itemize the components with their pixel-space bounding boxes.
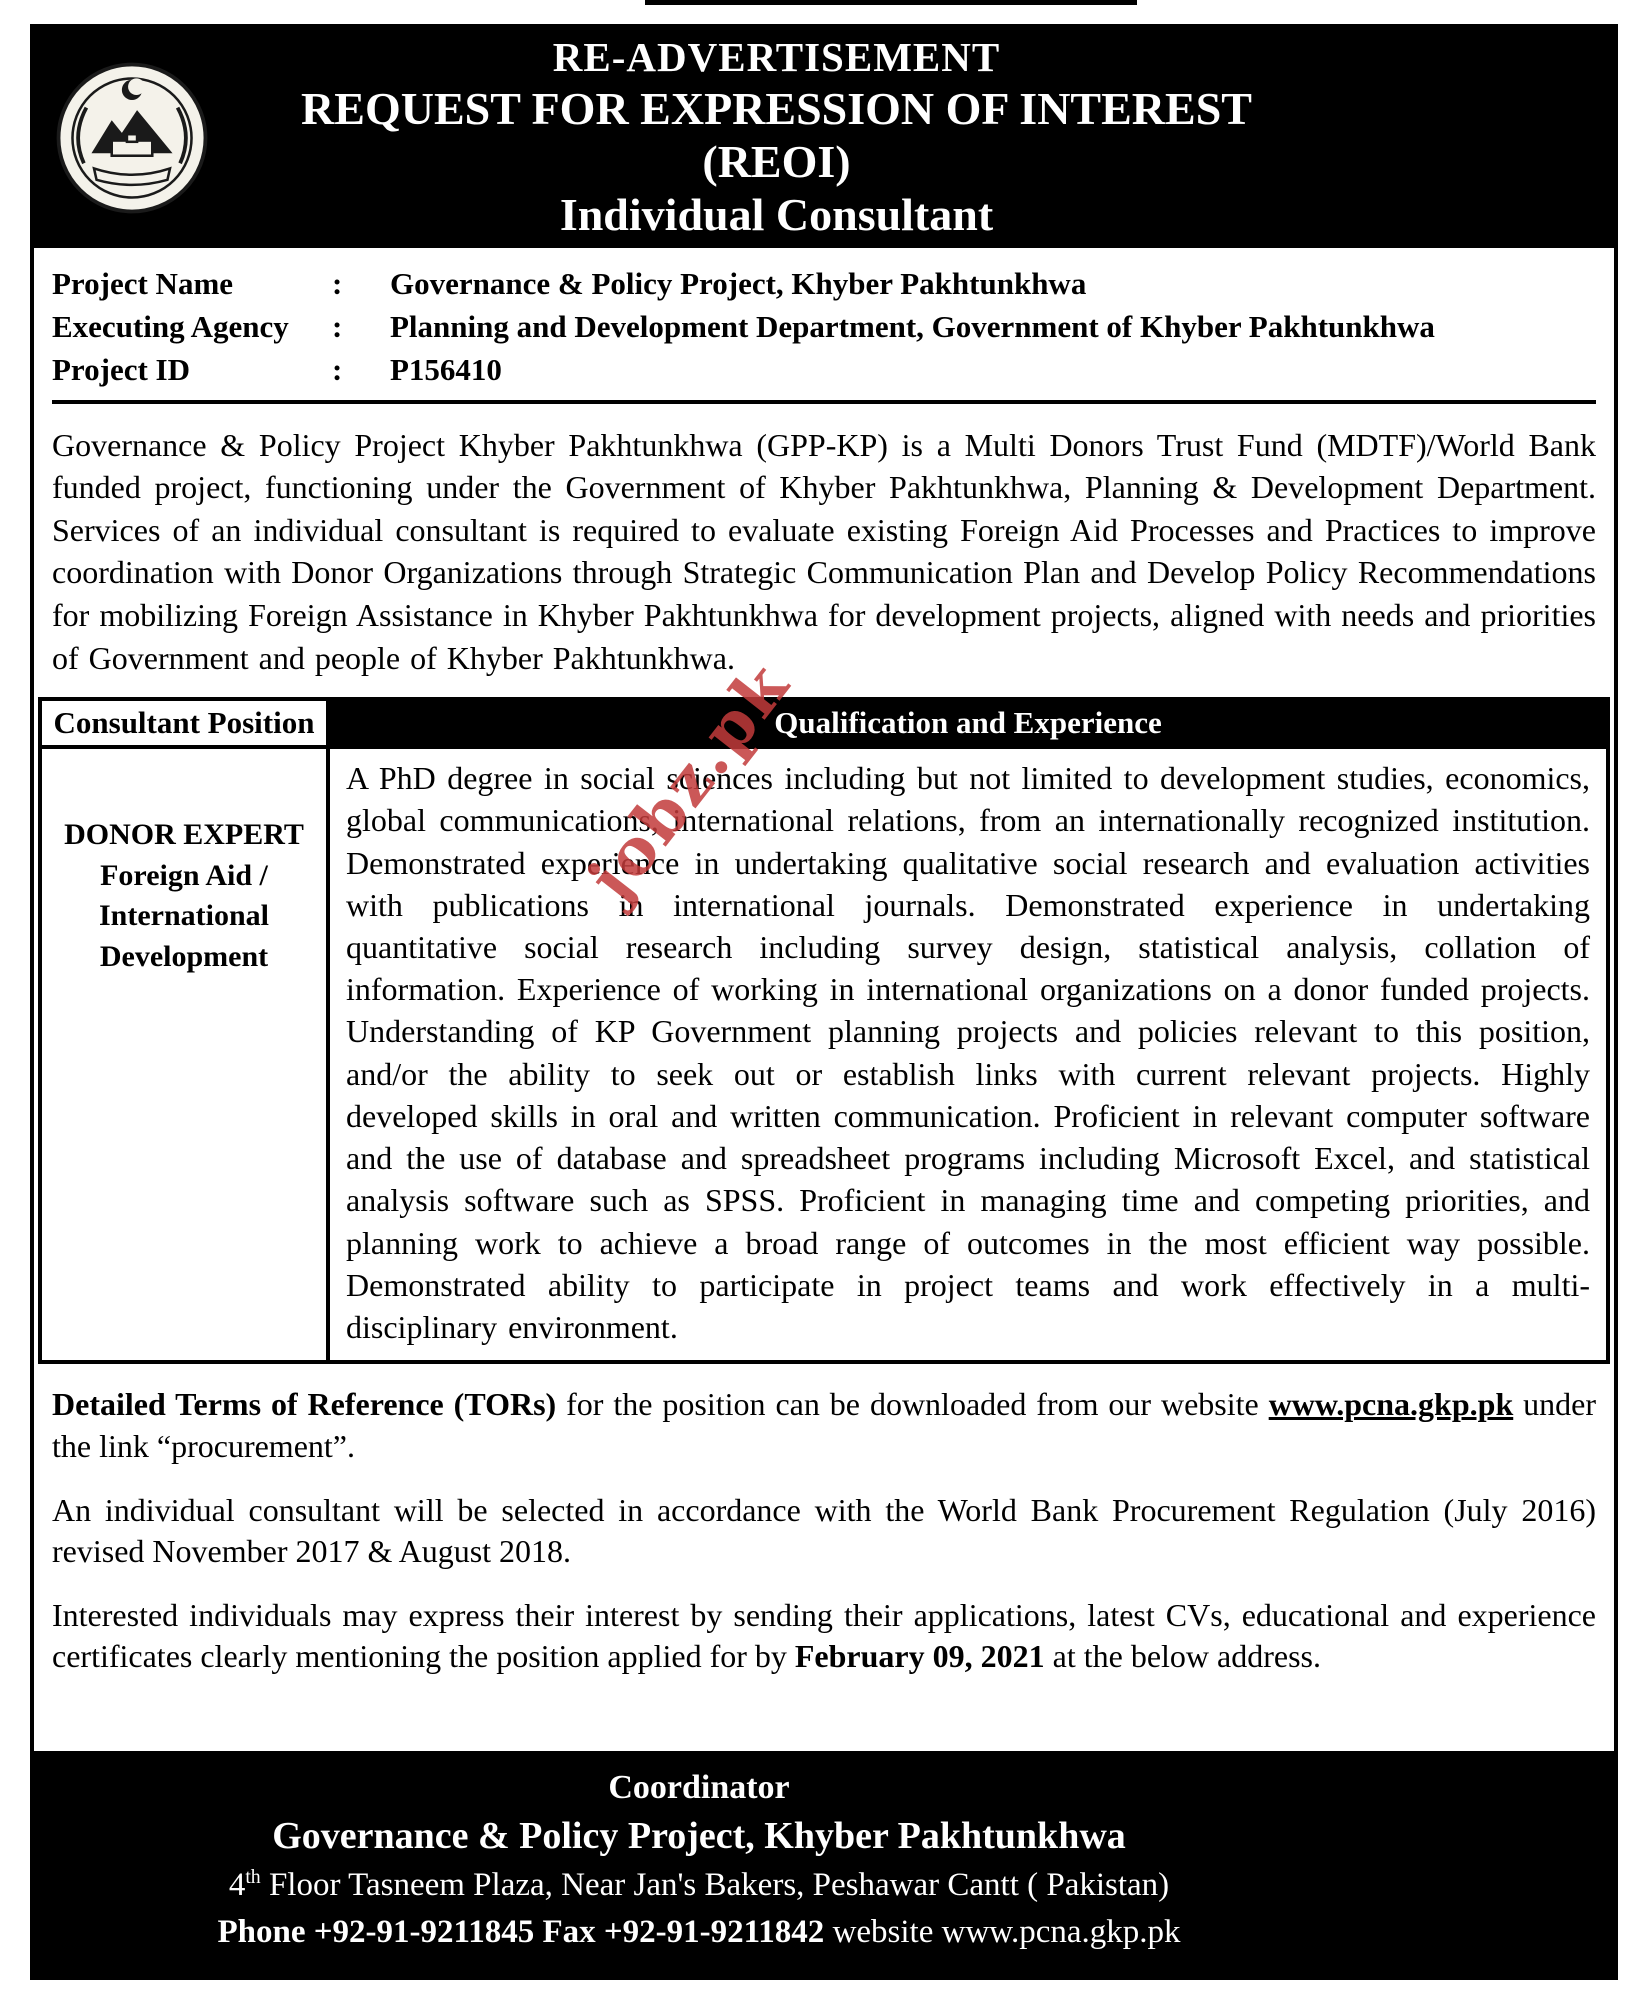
tors-paragraph bbox=[34, 1384, 1614, 1467]
logo-container bbox=[34, 62, 229, 214]
position-title: DONOR EXPERT bbox=[64, 818, 304, 852]
tors-lead: Detailed Terms of Reference (TORs) bbox=[52, 1386, 557, 1423]
table-body-row bbox=[40, 747, 1608, 1362]
header-line-readvertisement: RE-ADVERTISEMENT bbox=[552, 34, 1001, 80]
header-line-individual-consultant: Individual Consultant bbox=[559, 189, 994, 241]
project-info-section bbox=[34, 248, 1614, 412]
footer-banner bbox=[34, 1751, 1614, 1976]
project-id-value: P156410 bbox=[390, 352, 502, 388]
executing-agency-value: Planning and Development Department, Government of Khyber Pakhtunkhwa bbox=[390, 309, 1435, 345]
footer-website: website www.pcna.gkp.pk bbox=[824, 1914, 1181, 1951]
project-name-row bbox=[52, 262, 1596, 305]
project-name-label: Project Name bbox=[52, 265, 234, 301]
table-header-consultant-position: Consultant Position bbox=[40, 699, 328, 747]
project-id-label: Project ID bbox=[52, 352, 191, 388]
position-subtitle-line1: Foreign Aid / bbox=[100, 858, 268, 892]
table-header-qualification-experience: Qualification and Experience bbox=[328, 699, 1608, 747]
website-link[interactable]: www.pcna.gkp.pk bbox=[1268, 1386, 1514, 1423]
header-banner bbox=[34, 28, 1614, 248]
header-titles bbox=[229, 34, 1324, 242]
colon: : bbox=[332, 309, 343, 345]
selection-paragraph: An individual consultant will be selected in accordance with the World Bank Procurement Regulation (July 2016) revised November 2017 & August 2018. bbox=[52, 1491, 1596, 1570]
qualification-cell: A PhD degree in social sciences including but not limited to development studies, economics, global communications, international relations, from an internationally recognized institution. Demonstrated experience in undertaking qualitative social research and evaluation activities with publications in international journals. Demonstrated experience in undertaking quantitative social research including survey design, statistical analysis, collation of information. Experience of working in international organizations on a donor funded projects. Understanding of KP Government planning projects and policies relevant to this position, and/or the ability to seek out or establish links with current relevant projects. Highly developed skills in oral and written communication. Proficient in relevant computer software and the use of database and spreadsheet programs including Microsoft Excel, and statistical analysis software such as SPSS. Proficient in managing time and competing priorities, and planning work to achieve a broad range of outcomes in the most efficient way possible. Demonstrated ability to participate in project teams and work effectively in a multi-disciplinary environment. bbox=[328, 747, 1608, 1362]
address-ordinal: th bbox=[245, 1866, 261, 1889]
executing-agency-label: Executing Agency bbox=[52, 309, 289, 345]
position-subtitle-line3: Development bbox=[99, 939, 269, 973]
kp-government-emblem-logo bbox=[56, 62, 208, 214]
executing-agency-row bbox=[52, 305, 1596, 348]
horizontal-rule bbox=[52, 400, 1596, 404]
colon: : bbox=[332, 352, 343, 388]
interest-after: at the below address. bbox=[1044, 1638, 1321, 1675]
colon: : bbox=[332, 265, 343, 301]
project-name-value: Governance & Policy Project, Khyber Pakhtunkhwa bbox=[390, 265, 1087, 301]
project-id-row bbox=[52, 348, 1596, 391]
interest-paragraph bbox=[34, 1595, 1614, 1678]
footer-role: Coordinator bbox=[608, 1769, 790, 1807]
advertisement-container bbox=[30, 24, 1618, 1980]
header-line-reoi: REQUEST FOR EXPRESSION OF INTEREST (REOI) bbox=[301, 82, 1252, 187]
consultant-position-cell bbox=[40, 747, 328, 1362]
page-top-rule bbox=[645, 0, 1137, 5]
interest-before: Interested individuals may express their interest by sending their applications, latest CVs, educational and experience certificates clearly mentioning the position applied for by bbox=[52, 1596, 1596, 1675]
address-rest: Floor Tasneem Plaza, Near Jan's Bakers, Peshawar Cantt ( Pakistan) bbox=[260, 1867, 1170, 1904]
footer-address bbox=[54, 1862, 1344, 1909]
address-number: 4 bbox=[228, 1867, 246, 1904]
position-subtitle-line2: International bbox=[98, 899, 269, 933]
deadline-date: February 09, 2021 bbox=[794, 1638, 1045, 1675]
footer-organization: Governance & Policy Project, Khyber Pakhtunkhwa bbox=[272, 1814, 1126, 1857]
table-header-row bbox=[40, 699, 1608, 747]
consultant-table bbox=[38, 697, 1610, 1364]
tors-end: under the link “procurement”. bbox=[52, 1386, 1597, 1464]
intro-paragraph: Governance & Policy Project Khyber Pakhtunkhwa (GPP-KP) is a Multi Donors Trust Fund (MDTF)/World Bank funded project, functioning under the Government of Khyber Pakhtunkhwa, Planning & Development Department. Services of an individual consultant is required to evaluate existing Foreign Aid Processes and Practices to improve coordination with Donor Organizations through Strategic Communication Plan and Develop Policy Recommendations for mobilizing Foreign Assistance in Khyber Pakhtunkhwa for development projects, aligned with needs and priorities of Government and people of Khyber Pakhtunkhwa. bbox=[52, 426, 1596, 676]
tors-middle: for the position can be downloaded from our website bbox=[556, 1386, 1269, 1423]
phone-fax: Phone +92-91-9211845 Fax +92-91-9211842 bbox=[217, 1914, 825, 1951]
footer-contact bbox=[54, 1909, 1344, 1956]
jobzpk-watermark: jobz.pk bbox=[574, 647, 806, 915]
